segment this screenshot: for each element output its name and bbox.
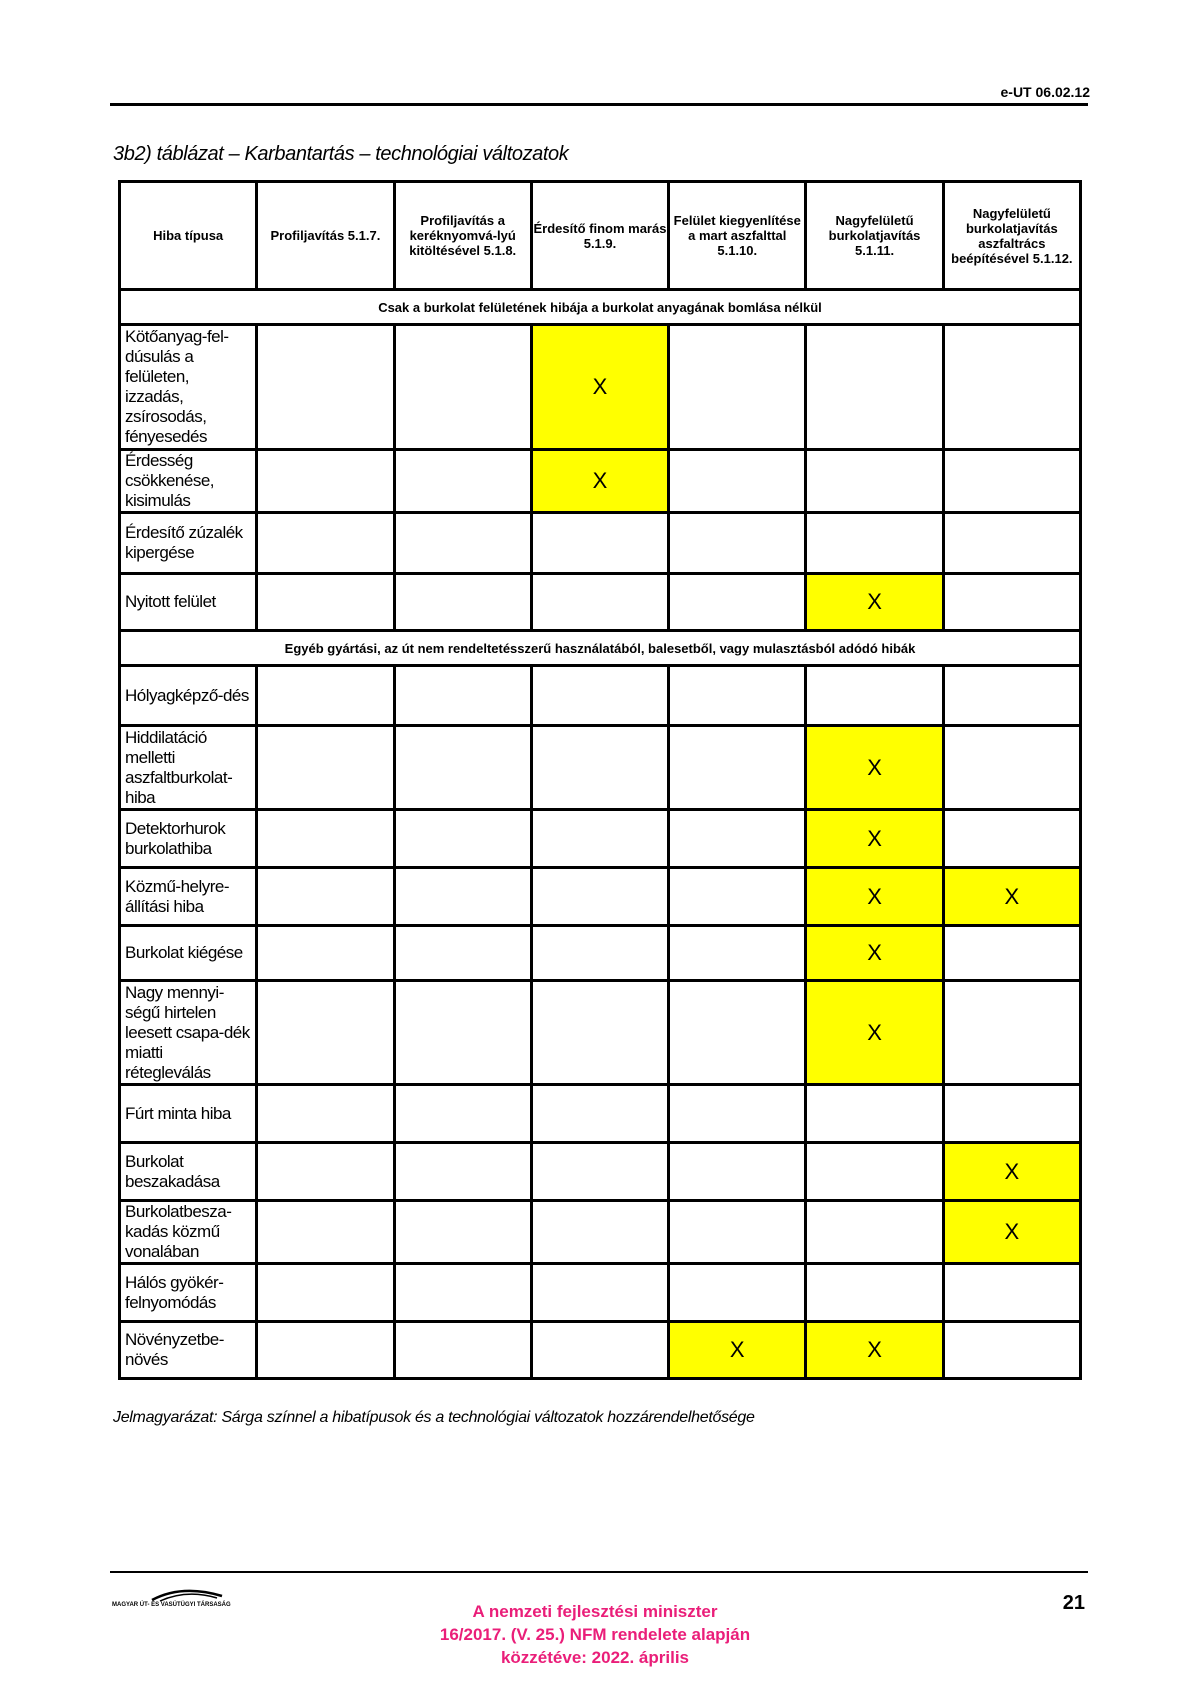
empty-cell <box>531 1201 668 1264</box>
section-title: Egyéb gyártási, az út nem rendeltetésszerű használatából, balesetből, vagy mulasztásból adódó hibák <box>120 631 1081 666</box>
empty-cell <box>669 1201 806 1264</box>
logo-text: MAGYAR ÚT- ÉS VASÚTÜGYI TÁRSASÁG <box>112 1602 231 1608</box>
table-row <box>120 726 1081 810</box>
column-header: Profiljavítás a keréknyomvá-lyú kitöltésével 5.1.8. <box>394 182 531 290</box>
assignment-mark-cell: X <box>669 1322 806 1379</box>
page-number: 21 <box>1062 1592 1085 1614</box>
assignment-mark-cell: X <box>531 325 668 450</box>
empty-cell <box>257 325 394 450</box>
empty-cell <box>394 726 531 810</box>
table-row <box>120 868 1081 926</box>
empty-cell <box>806 1143 943 1201</box>
defect-type-label: Hólyagképző-dés <box>120 666 257 726</box>
table-row <box>120 574 1081 631</box>
empty-cell <box>943 810 1080 868</box>
empty-cell <box>257 981 394 1085</box>
empty-cell <box>943 513 1080 574</box>
table-row <box>120 1143 1081 1201</box>
assignment-mark-cell: X <box>806 1322 943 1379</box>
defect-type-label: Növényzetbe-növés <box>120 1322 257 1379</box>
table-row <box>120 666 1081 726</box>
defect-type-label: Hálós gyökér-felnyomódás <box>120 1264 257 1322</box>
assignment-mark-cell: X <box>943 1201 1080 1264</box>
defect-type-label: Nagy mennyi-ségű hirtelen leesett csapa-dék miatti rétegleválás <box>120 981 257 1085</box>
empty-cell <box>394 574 531 631</box>
empty-cell <box>669 1085 806 1143</box>
assignment-mark-cell: X <box>943 868 1080 926</box>
defect-type-label: Burkolatbesza-kadás közmű vonalában <box>120 1201 257 1264</box>
empty-cell <box>531 981 668 1085</box>
empty-cell <box>943 1322 1080 1379</box>
defect-type-label: Közmű-helyre-állítási hiba <box>120 868 257 926</box>
maintenance-table <box>118 180 1082 1380</box>
empty-cell <box>943 1085 1080 1143</box>
empty-cell <box>257 513 394 574</box>
empty-cell <box>806 450 943 513</box>
empty-cell <box>943 666 1080 726</box>
empty-cell <box>394 981 531 1085</box>
publication-line: közzétéve: 2022. április <box>500 1648 690 1667</box>
column-header: Felület kiegyenlítése a mart aszfalttal 5.1.10. <box>669 182 806 290</box>
empty-cell <box>531 1085 668 1143</box>
defect-type-label: Detektorhurok burkolathiba <box>120 810 257 868</box>
empty-cell <box>257 1085 394 1143</box>
empty-cell <box>943 325 1080 450</box>
table-row <box>120 981 1081 1085</box>
empty-cell <box>394 450 531 513</box>
empty-cell <box>394 810 531 868</box>
swoosh-icon <box>112 1586 262 1602</box>
footer-rule <box>110 1571 1088 1573</box>
empty-cell <box>943 574 1080 631</box>
table-row <box>120 1085 1081 1143</box>
defect-type-label: Burkolat kiégése <box>120 926 257 981</box>
column-header: Profiljavítás 5.1.7. <box>257 182 394 290</box>
empty-cell <box>943 726 1080 810</box>
assignment-mark-cell: X <box>806 981 943 1085</box>
section-row <box>120 631 1081 666</box>
empty-cell <box>257 868 394 926</box>
empty-cell <box>394 1143 531 1201</box>
empty-cell <box>806 666 943 726</box>
publication-note <box>395 1600 795 1669</box>
empty-cell <box>394 1264 531 1322</box>
defect-type-label: Kötőanyag-fel-dúsulás a felületen, izzadás, zsírosodás, fényesedés <box>120 325 257 450</box>
empty-cell <box>394 1322 531 1379</box>
empty-cell <box>943 450 1080 513</box>
society-logo <box>112 1586 262 1608</box>
empty-cell <box>943 981 1080 1085</box>
empty-cell <box>394 1085 531 1143</box>
empty-cell <box>806 513 943 574</box>
section-title: Csak a burkolat felületének hibája a burkolat anyagának bomlása nélkül <box>120 290 1081 325</box>
empty-cell <box>531 926 668 981</box>
table-row <box>120 1322 1081 1379</box>
empty-cell <box>394 325 531 450</box>
empty-cell <box>257 1322 394 1379</box>
empty-cell <box>257 1143 394 1201</box>
empty-cell <box>257 1201 394 1264</box>
empty-cell <box>806 325 943 450</box>
empty-cell <box>394 926 531 981</box>
table-row <box>120 513 1081 574</box>
defect-type-label: Nyitott felület <box>120 574 257 631</box>
publication-line: 16/2017. (V. 25.) NFM rendelete alapján <box>439 1625 751 1644</box>
empty-cell <box>806 1264 943 1322</box>
column-header: Nagyfelületű burkolatjavítás aszfaltrács beépítésével 5.1.12. <box>943 182 1080 290</box>
table-row <box>120 810 1081 868</box>
empty-cell <box>257 450 394 513</box>
empty-cell <box>669 1143 806 1201</box>
column-header: Érdesítő finom marás 5.1.9. <box>531 182 668 290</box>
defect-type-label: Érdesség csökkenése, kisimulás <box>120 450 257 513</box>
defect-type-label: Fúrt minta hiba <box>120 1085 257 1143</box>
assignment-mark-cell: X <box>806 574 943 631</box>
defect-type-label: Burkolat beszakadása <box>120 1143 257 1201</box>
empty-cell <box>669 450 806 513</box>
empty-cell <box>669 981 806 1085</box>
empty-cell <box>669 574 806 631</box>
empty-cell <box>257 926 394 981</box>
empty-cell <box>943 1264 1080 1322</box>
column-header: Hiba típusa <box>120 182 257 290</box>
empty-cell <box>531 1264 668 1322</box>
assignment-mark-cell: X <box>806 726 943 810</box>
empty-cell <box>669 325 806 450</box>
table-row <box>120 450 1081 513</box>
empty-cell <box>531 726 668 810</box>
table-row <box>120 1264 1081 1322</box>
header-rule <box>110 103 1088 106</box>
empty-cell <box>257 810 394 868</box>
empty-cell <box>943 926 1080 981</box>
publication-line: A nemzeti fejlesztési miniszter <box>472 1602 718 1621</box>
legend-note: Jelmagyarázat: Sárga színnel a hibatípusok és a technológiai változatok hozzárendelhetősége <box>113 1409 755 1426</box>
empty-cell <box>669 868 806 926</box>
defect-type-label: Hiddilatáció melletti aszfaltburkolat-hiba <box>120 726 257 810</box>
table-title: 3b2) táblázat – Karbantartás – technológiai változatok <box>113 143 569 165</box>
empty-cell <box>531 810 668 868</box>
empty-cell <box>394 1201 531 1264</box>
empty-cell <box>669 666 806 726</box>
empty-cell <box>669 926 806 981</box>
empty-cell <box>394 513 531 574</box>
table-row <box>120 325 1081 450</box>
empty-cell <box>531 1143 668 1201</box>
empty-cell <box>394 666 531 726</box>
table-row <box>120 926 1081 981</box>
empty-cell <box>257 1264 394 1322</box>
empty-cell <box>669 810 806 868</box>
empty-cell <box>257 666 394 726</box>
empty-cell <box>669 1264 806 1322</box>
section-row <box>120 290 1081 325</box>
assignment-mark-cell: X <box>806 810 943 868</box>
empty-cell <box>531 666 668 726</box>
empty-cell <box>257 574 394 631</box>
column-header: Nagyfelületű burkolatjavítás 5.1.11. <box>806 182 943 290</box>
empty-cell <box>531 868 668 926</box>
empty-cell <box>669 513 806 574</box>
document-code: e-UT 06.02.12 <box>1000 84 1090 100</box>
empty-cell <box>806 1201 943 1264</box>
assignment-mark-cell: X <box>943 1143 1080 1201</box>
empty-cell <box>531 1322 668 1379</box>
empty-cell <box>531 513 668 574</box>
table-header-row <box>120 182 1081 290</box>
assignment-mark-cell: X <box>806 868 943 926</box>
assignment-mark-cell: X <box>806 926 943 981</box>
empty-cell <box>531 574 668 631</box>
empty-cell <box>806 1085 943 1143</box>
defect-type-label: Érdesítő zúzalék kipergése <box>120 513 257 574</box>
assignment-mark-cell: X <box>531 450 668 513</box>
empty-cell <box>394 868 531 926</box>
empty-cell <box>257 726 394 810</box>
empty-cell <box>669 726 806 810</box>
table-row <box>120 1201 1081 1264</box>
